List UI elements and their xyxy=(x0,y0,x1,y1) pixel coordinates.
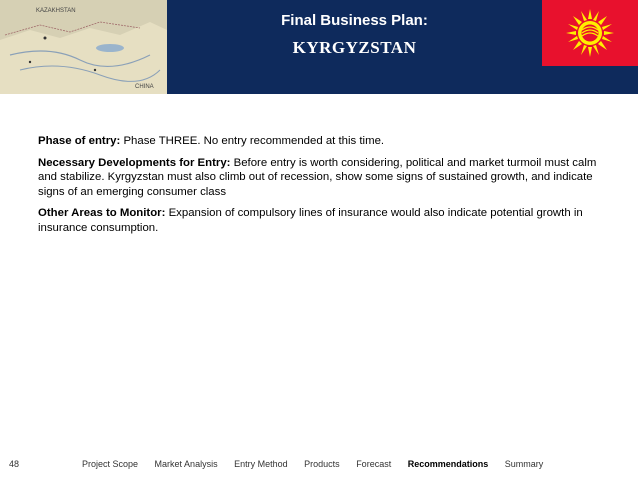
monitor-text: Expansion of compulsory lines of insurance would also indicate potential growth in insurance consumption. xyxy=(38,207,583,234)
nav-summary[interactable]: Summary xyxy=(504,459,544,469)
page-number: 48 xyxy=(9,459,20,469)
kyrgyzstan-map-image xyxy=(0,0,167,94)
kyrgyzstan-flag-icon xyxy=(542,0,638,66)
nav-project-scope[interactable]: Project Scope xyxy=(82,459,139,469)
footer-nav xyxy=(82,459,557,469)
nav-recommendations[interactable]: Recommendations xyxy=(407,459,489,469)
map-label-china: CHINA xyxy=(135,84,154,90)
map-label-kazakhstan: KAZAKHSTAN xyxy=(36,8,76,14)
slide-title: Final Business Plan: xyxy=(281,12,428,29)
phase-label: Phase of entry: xyxy=(38,135,121,147)
nav-forecast[interactable]: Forecast xyxy=(356,459,392,469)
monitor-paragraph xyxy=(38,206,598,235)
nav-market-analysis[interactable]: Market Analysis xyxy=(154,459,218,469)
slide-subtitle: KYRGYZSTAN xyxy=(292,38,417,57)
developments-paragraph xyxy=(38,156,598,200)
header-banner xyxy=(0,0,638,94)
phase-of-entry-paragraph xyxy=(38,134,598,149)
developments-text: Before entry is worth considering, political and market turmoil must calm and stabilize. Kyrgyzstan must also climb out of recession, show some signs of sustained growth, and indicate signs of an emerging consumer class xyxy=(38,156,597,198)
phase-text: Phase THREE. No entry recommended at this time. xyxy=(120,135,385,147)
nav-entry-method[interactable]: Entry Method xyxy=(234,459,288,469)
monitor-label: Other Areas to Monitor: xyxy=(38,207,166,219)
nav-products[interactable]: Products xyxy=(304,459,340,469)
developments-label: Necessary Developments for Entry: xyxy=(38,156,231,169)
recommendations-content xyxy=(38,134,598,242)
